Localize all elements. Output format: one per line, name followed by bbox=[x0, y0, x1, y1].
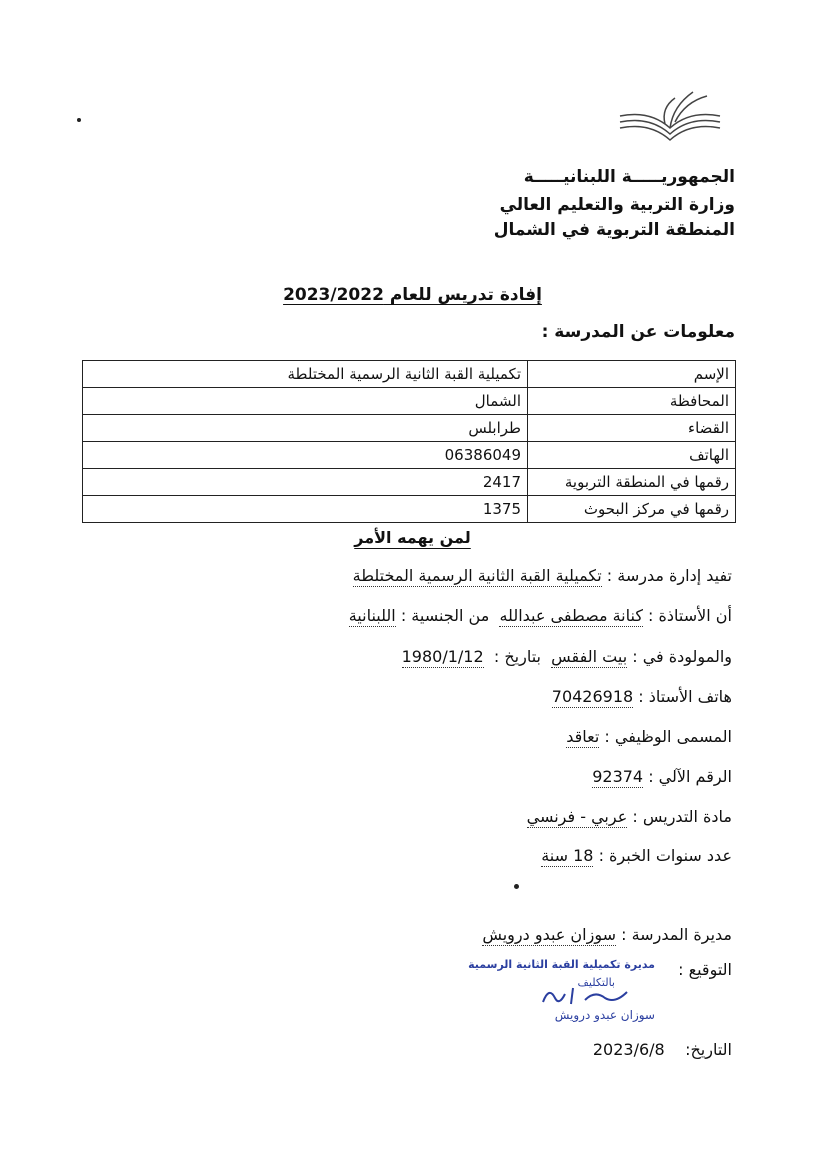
id-line bbox=[592, 767, 732, 786]
phone-label: هاتف الأستاذ : bbox=[638, 687, 732, 706]
nationality-label: من الجنسية : bbox=[400, 606, 490, 625]
job-label: المسمى الوظيفي : bbox=[604, 727, 732, 746]
subject-label: مادة التدريس : bbox=[632, 807, 732, 826]
subject-line bbox=[527, 807, 732, 826]
certificate-title: إفادة تدريس للعام 2023/2022 bbox=[283, 285, 542, 305]
job-line bbox=[566, 727, 732, 746]
director-line bbox=[482, 925, 732, 944]
stray-mark bbox=[77, 118, 81, 122]
stamp-line: بالتكليف bbox=[577, 976, 615, 989]
director-name: سوزان عبدو درويش bbox=[482, 925, 617, 944]
row-label: الهاتف bbox=[528, 442, 736, 469]
table-row bbox=[83, 469, 736, 496]
job-title: تعاقد bbox=[566, 727, 600, 746]
table-row bbox=[83, 388, 736, 415]
certificate-title-row bbox=[0, 285, 825, 305]
school-label: تفيد إدارة مدرسة : bbox=[606, 566, 732, 585]
row-label: المحافظة bbox=[528, 388, 736, 415]
experience-line bbox=[541, 846, 732, 865]
school-name: تكميلية القبة الثانية الرسمية المختلطة bbox=[352, 566, 602, 585]
birth-date: 1980/1/12 bbox=[401, 647, 484, 666]
row-label: الإسم bbox=[528, 361, 736, 388]
director-label: مديرة المدرسة : bbox=[621, 925, 732, 944]
issue-date: 2023/6/8 bbox=[592, 1040, 665, 1059]
row-value: طرابلس bbox=[83, 415, 528, 442]
born-label: والمولودة في : bbox=[632, 647, 732, 666]
stamp-line: سوزان عبدو درويش bbox=[554, 1008, 655, 1022]
nationality: اللبنانية bbox=[348, 606, 396, 625]
row-label: القضاء bbox=[528, 415, 736, 442]
id-number: 92374 bbox=[592, 767, 644, 786]
signature-line bbox=[678, 960, 732, 979]
teacher-name: كنانة مصطفى عبدالله bbox=[499, 606, 643, 625]
row-value: 2417 bbox=[83, 469, 528, 496]
signature-label: التوقيع : bbox=[678, 960, 732, 979]
teacher-line bbox=[349, 606, 732, 625]
birth-date-label: بتاريخ : bbox=[493, 647, 541, 666]
to-whom-row bbox=[0, 528, 825, 547]
experience-years: 18 سنة bbox=[541, 846, 594, 865]
table-row bbox=[83, 496, 736, 523]
date-line bbox=[593, 1040, 732, 1059]
header-republic: الجمهوريـــــة اللبنانيـــــة bbox=[523, 167, 735, 187]
table-row bbox=[83, 442, 736, 469]
school-info-table bbox=[82, 360, 736, 523]
row-value: 06386049 bbox=[83, 442, 528, 469]
teacher-label: أن الأستاذة : bbox=[648, 606, 732, 625]
row-label: رقمها في المنطقة التربوية bbox=[528, 469, 736, 496]
stamp-line: مديرة تكميلية القبة الثانية الرسمية bbox=[468, 958, 655, 971]
header-ministry: وزارة التربية والتعليم العالي bbox=[499, 195, 735, 215]
stray-mark bbox=[514, 884, 519, 889]
id-label: الرقم الآلي : bbox=[648, 767, 732, 786]
subject: عربي - فرنسي bbox=[526, 807, 628, 826]
row-label: رقمها في مركز البحوث bbox=[528, 496, 736, 523]
school-section-title: معلومات عن المدرسة : bbox=[541, 322, 735, 342]
birthplace: بيت الفقس bbox=[551, 647, 628, 666]
school-line bbox=[353, 566, 732, 585]
table-row bbox=[83, 415, 736, 442]
experience-label: عدد سنوات الخبرة : bbox=[598, 846, 732, 865]
stamp-signature bbox=[468, 958, 655, 1028]
header-region: المنطقة التربوية في الشمال bbox=[493, 220, 735, 240]
date-label: التاريخ: bbox=[685, 1040, 732, 1059]
to-whom-heading: لمن يهمه الأمر bbox=[354, 528, 471, 547]
table-row bbox=[83, 361, 736, 388]
birth-line bbox=[402, 647, 732, 666]
row-value: 1375 bbox=[83, 496, 528, 523]
phone-line bbox=[552, 687, 732, 706]
ministry-logo-icon bbox=[615, 88, 725, 148]
row-value: تكميلية القبة الثانية الرسمية المختلطة bbox=[83, 361, 528, 388]
teacher-phone: 70426918 bbox=[551, 687, 634, 706]
handwritten-signature-icon bbox=[535, 980, 635, 1010]
row-value: الشمال bbox=[83, 388, 528, 415]
